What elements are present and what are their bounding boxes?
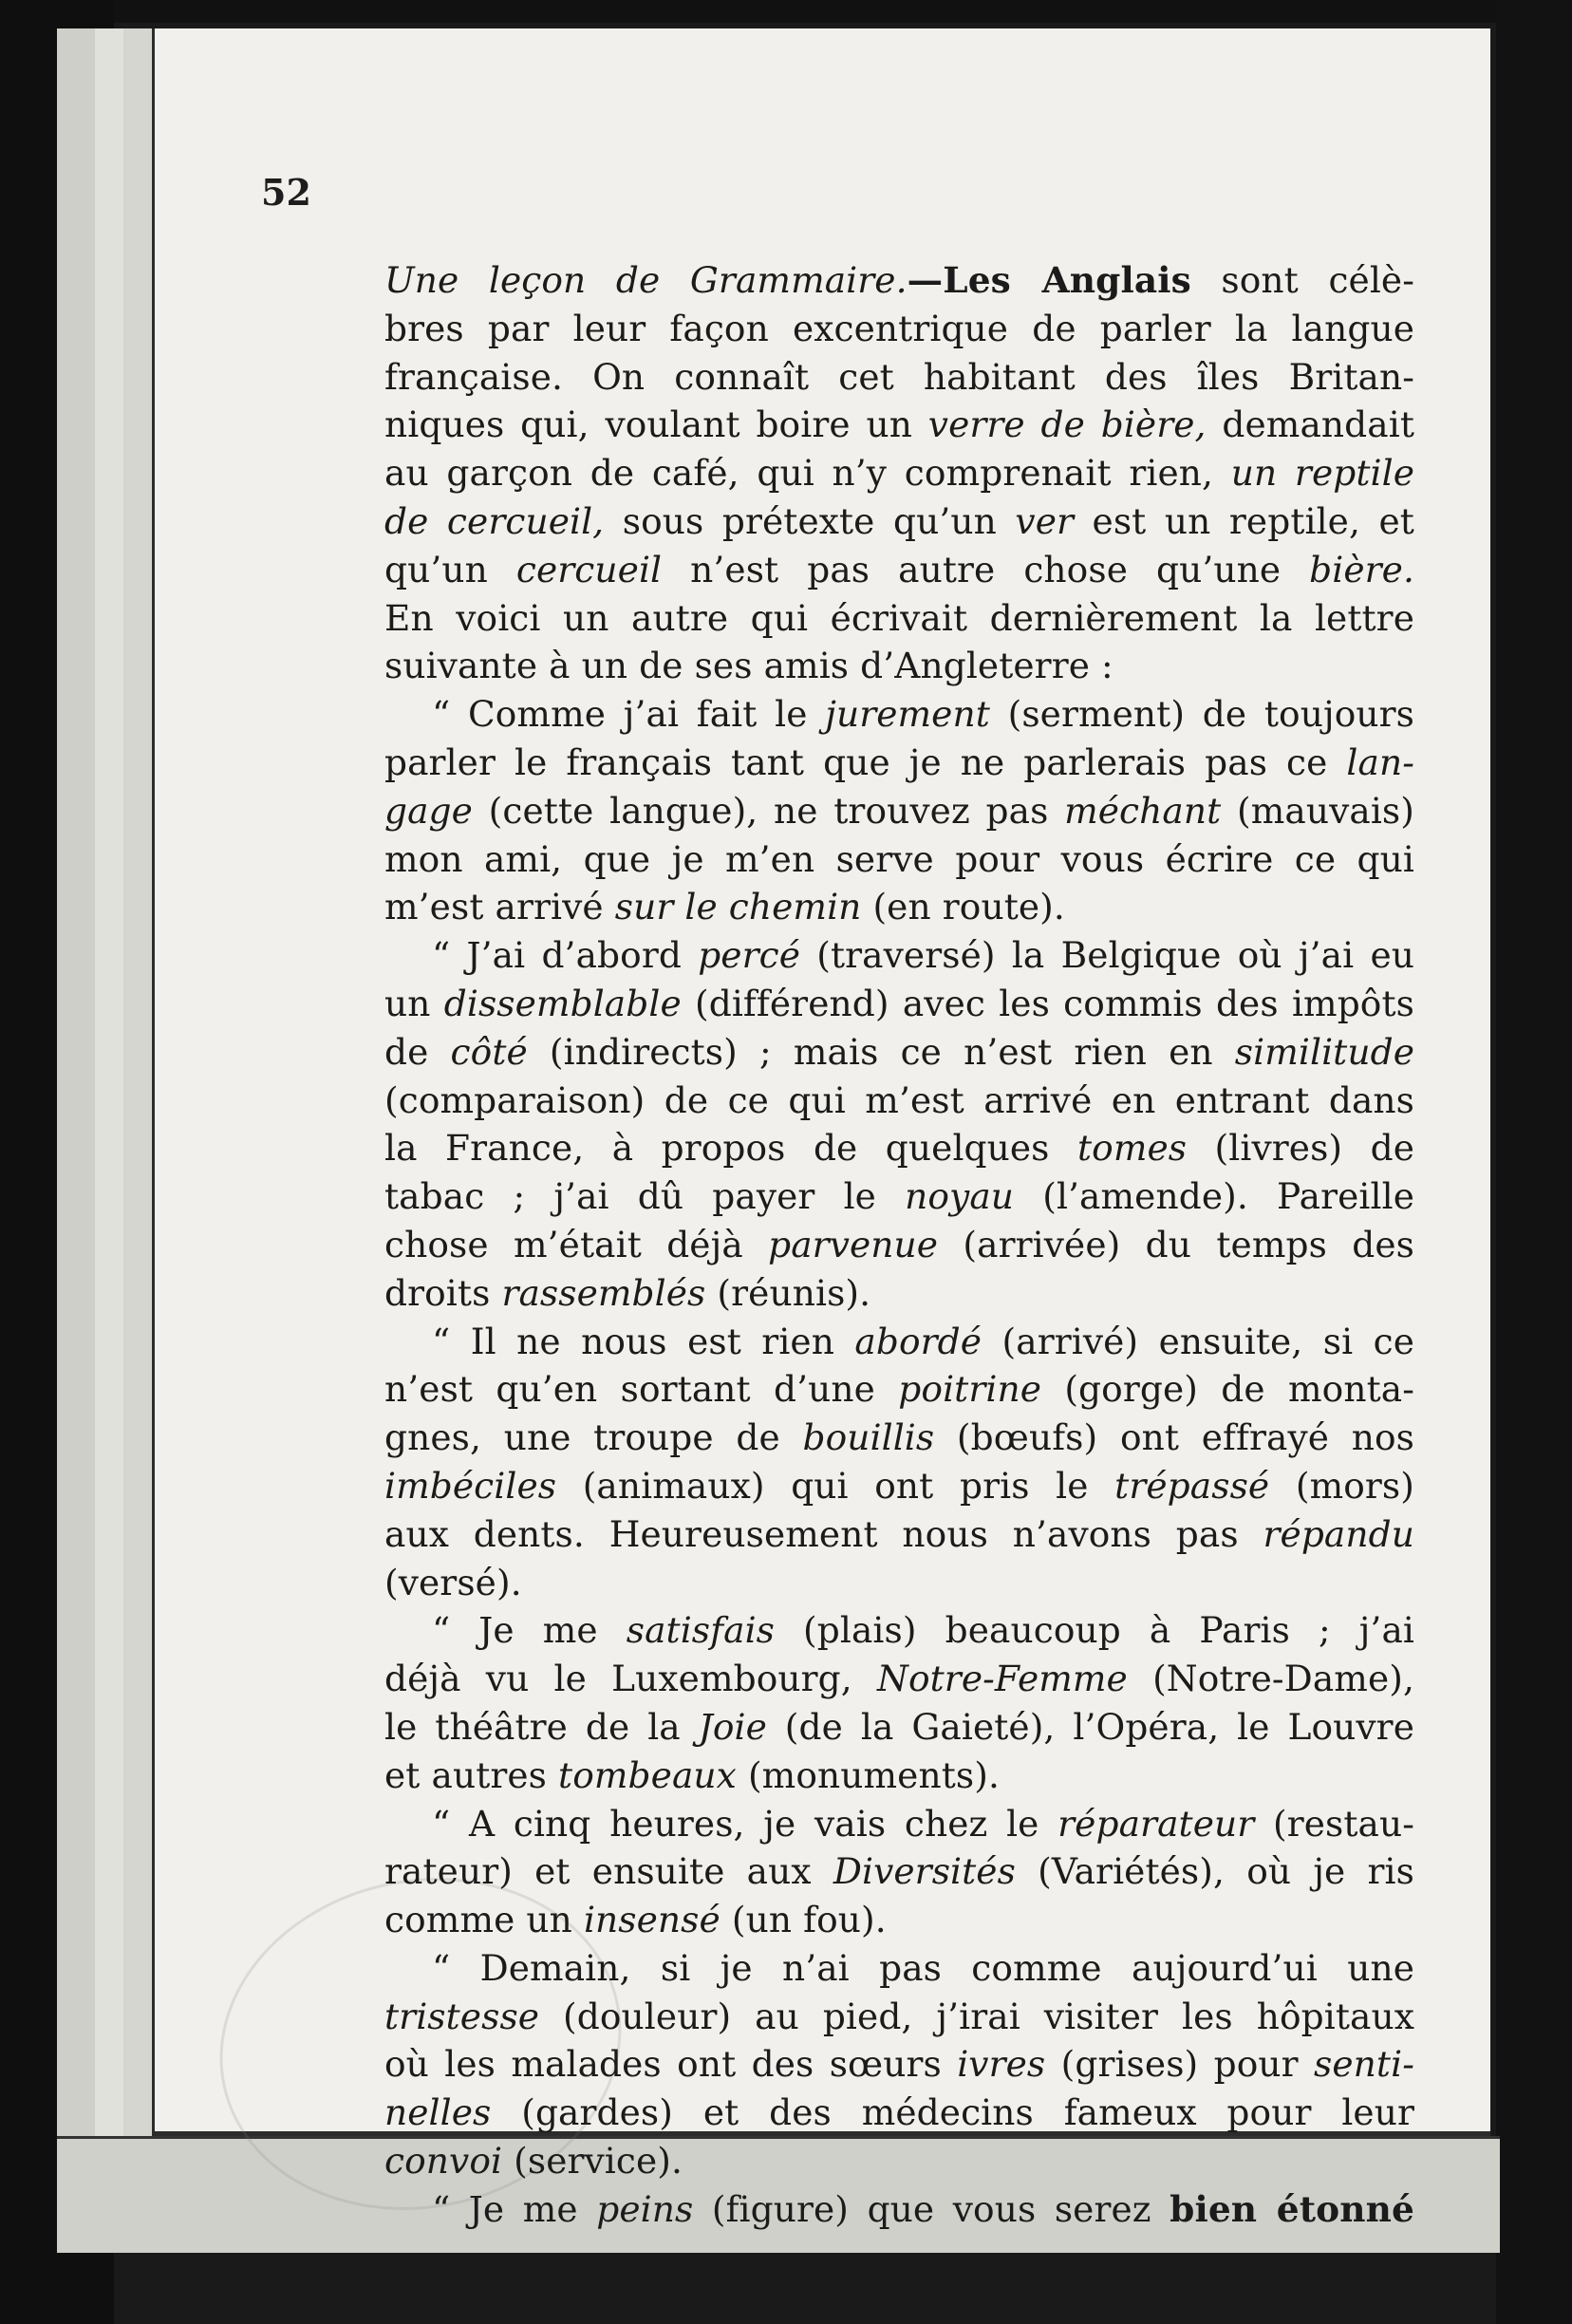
text-line: “ A cinq heures, je vais chez le réparateur (restau- xyxy=(432,1802,1415,1845)
text-line: Une leçon de Grammaire.—Les Anglais sont célè- xyxy=(384,259,1414,301)
text-line: déjà vu le Luxembourg, Notre-Femme (Notre-Dame), xyxy=(384,1658,1414,1700)
text-line: un dissemblable (différend) avec les commis des impôts xyxy=(384,982,1414,1024)
text-line: et autres tombeaux (monuments). xyxy=(384,1753,1000,1796)
text-line: le théâtre de la Joie (de la Gaieté), l’Opéra, le Louvre xyxy=(384,1705,1414,1748)
body-text xyxy=(384,256,1414,2234)
text-line: de cercueil, sous prétexte qu’un ver est un reptile, et xyxy=(384,499,1414,542)
text-line: tristesse (douleur) au pied, j’irai visiter les hôpitaux xyxy=(384,1995,1414,2037)
text-line: chose m’était déjà parvenue (arrivée) du temps des xyxy=(384,1223,1415,1265)
text-line: rateur) et ensuite aux Diversités (Variétés), où je ris xyxy=(384,1850,1414,1893)
text-line: nelles (gardes) et des médecins fameux pour leur xyxy=(384,2091,1414,2134)
text-line: comme un insensé (un fou). xyxy=(384,1899,887,1941)
text-line: convoi (service). xyxy=(384,2140,683,2183)
text-line: gnes, une troupe de bouillis (bœufs) ont effrayé nos xyxy=(384,1416,1414,1459)
text-line: au garçon de café, qui n’y comprenait rien, un reptile xyxy=(384,452,1414,495)
text-line: m’est arrivé sur le chemin (en route). xyxy=(384,886,1065,928)
text-line: la France, à propos de quelques tomes (livres) de xyxy=(384,1127,1414,1170)
text-line: droits rassemblés (réunis). xyxy=(384,1271,871,1314)
text-line: “ J’ai d’abord percé (traversé) la Belgique où j’ai eu xyxy=(432,934,1415,977)
text-line: de côté (indirects) ; mais ce n’est rien en similitude xyxy=(384,1030,1414,1073)
text-line: “ Il ne nous est rien abordé (arrivé) ensuite, si ce xyxy=(432,1320,1414,1362)
page-stack-edge xyxy=(123,28,154,2155)
text-line: qu’un cercueil n’est pas autre chose qu’une bière. xyxy=(384,548,1414,590)
page-stack-edge xyxy=(95,28,125,2155)
text-line: niques qui, voulant boire un verre de bière, demandait xyxy=(384,403,1414,446)
text-line: “ Comme j’ai fait le jurement (serment) de toujours xyxy=(432,693,1414,736)
text-line: “ Demain, si je n’ai pas comme aujourd’ui une xyxy=(432,1946,1414,1989)
text-line: (comparaison) de ce qui m’est arrivé en entrant dans xyxy=(384,1078,1414,1121)
text-line: “ Je me satisfais (plais) beaucoup à Paris ; j’ai xyxy=(432,1609,1414,1652)
scan-border-right xyxy=(1496,0,1572,2324)
text-line: n’est qu’en sortant d’une poitrine (gorge) de monta- xyxy=(384,1368,1414,1411)
text-line: gage (cette langue), ne trouvez pas méchant (mauvais) xyxy=(384,789,1414,832)
text-line: française. On connaît cet habitant des îles Britan- xyxy=(384,355,1414,398)
scan-border-top xyxy=(0,0,1572,23)
text-line: (versé). xyxy=(384,1561,522,1603)
text-line: “ Je me peins (figure) que vous serez bien étonné xyxy=(432,2187,1414,2230)
text-line: tabac ; j’ai dû payer le noyau (l’amende). Pareille xyxy=(384,1175,1415,1218)
text-line: suivante à un de ses amis d’Angleterre : xyxy=(384,645,1114,687)
page-stack-edge xyxy=(57,28,97,2155)
page-number: 52 xyxy=(261,171,311,214)
text-line: imbéciles (animaux) qui ont pris le trépassé (mors) xyxy=(384,1464,1415,1507)
text-line: parler le français tant que je ne parlerais pas ce lan- xyxy=(384,740,1414,783)
text-line: aux dents. Heureusement nous n’avons pas répandu xyxy=(384,1512,1414,1555)
text-line: mon ami, que je m’en serve pour vous écrire ce qui xyxy=(384,837,1414,880)
text-line: En voici un autre qui écrivait dernièrement la lettre xyxy=(384,596,1414,639)
text-line: bres par leur façon excentrique de parler la langue xyxy=(384,307,1414,349)
text-line: où les malades ont des sœurs ivres (grises) pour senti- xyxy=(384,2043,1414,2086)
